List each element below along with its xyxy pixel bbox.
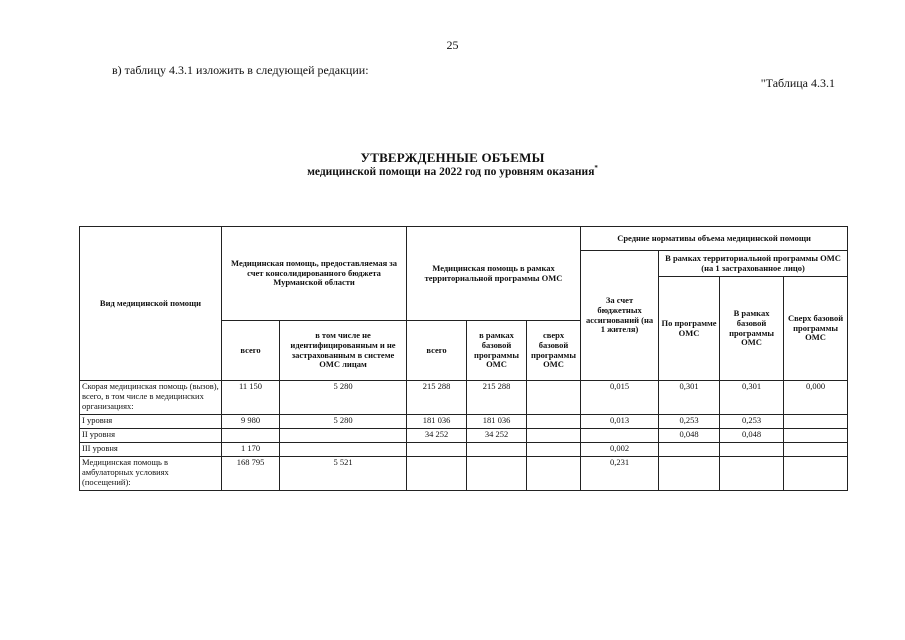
table-row — [80, 381, 848, 415]
row-label: III уровня — [80, 443, 222, 457]
cell: 0,000 — [784, 381, 848, 415]
header-oms-program: По программе ОМС — [659, 277, 720, 381]
cell: 0,231 — [581, 457, 659, 491]
header-norms: Средние нормативы объема медицинской помощи — [581, 227, 848, 251]
cell: 1 170 — [222, 443, 280, 457]
header-consolidated: Медицинская помощь, предоставляемая за счет консолидированного бюджета Мурманской области — [222, 227, 407, 321]
header-oms-basic: В рамках базовой программы ОМС — [720, 277, 784, 381]
cell: 0,301 — [720, 381, 784, 415]
cell — [527, 443, 581, 457]
header-territorial-norm: В рамках территориальной программы ОМС (на 1 застрахованное лицо) — [659, 251, 848, 277]
cell: 168 795 — [222, 457, 280, 491]
footnote-mark: * — [594, 164, 598, 172]
cell: 181 036 — [407, 415, 467, 429]
cell: 215 288 — [467, 381, 527, 415]
cell — [280, 429, 407, 443]
header-total-oms: всего — [407, 321, 467, 381]
header-row-1 — [80, 227, 848, 251]
cell — [784, 443, 848, 457]
cell — [784, 415, 848, 429]
cell — [784, 429, 848, 443]
row-label: Медицинская помощь в амбулаторных условиях (посещений): — [80, 457, 222, 491]
cell — [280, 443, 407, 457]
table-row — [80, 429, 848, 443]
volumes-table — [79, 226, 848, 491]
cell — [527, 457, 581, 491]
cell: 0,253 — [659, 415, 720, 429]
header-budget-norm: За счет бюджетных ассигнований (на 1 жителя) — [581, 251, 659, 381]
cell: 0,048 — [720, 429, 784, 443]
cell — [659, 457, 720, 491]
intro-text: в) таблицу 4.3.1 изложить в следующей редакции: — [112, 63, 369, 77]
cell: 0,013 — [581, 415, 659, 429]
header-oms-above: Сверх базовой программы ОМС — [784, 277, 848, 381]
cell — [720, 457, 784, 491]
cell — [527, 415, 581, 429]
cell — [467, 443, 527, 457]
cell: 9 980 — [222, 415, 280, 429]
cell: 0,048 — [659, 429, 720, 443]
page-number: 25 — [446, 38, 459, 52]
table-row — [80, 415, 848, 429]
header-basic: в рамках базовой программы ОМС — [467, 321, 527, 381]
cell: 11 150 — [222, 381, 280, 415]
cell: 0,015 — [581, 381, 659, 415]
cell — [467, 457, 527, 491]
cell — [784, 457, 848, 491]
table-row — [80, 457, 848, 491]
cell — [581, 429, 659, 443]
subtitle-text: медицинской помощи на 2022 год по уровням оказания — [307, 166, 595, 178]
row-label: I уровня — [80, 415, 222, 429]
table-label: "Таблица 4.3.1 — [760, 76, 835, 90]
cell: 34 252 — [407, 429, 467, 443]
header-type: Вид медицинской помощи — [80, 227, 222, 381]
cell — [222, 429, 280, 443]
table-row — [80, 443, 848, 457]
cell: 215 288 — [407, 381, 467, 415]
header-above: сверх базовой программы ОМС — [527, 321, 581, 381]
cell — [407, 457, 467, 491]
header-territorial: Медицинская помощь в рамках территориальной программы ОМС — [407, 227, 581, 321]
document-title: УТВЕРЖДЕННЫЕ ОБЪЕМЫ — [360, 150, 545, 165]
cell — [407, 443, 467, 457]
cell: 5 280 — [280, 415, 407, 429]
header-total: всего — [222, 321, 280, 381]
row-label: Скорая медицинская помощь (вызов), всего, в том числе в медицинских организациях: — [80, 381, 222, 415]
cell — [659, 443, 720, 457]
cell: 34 252 — [467, 429, 527, 443]
cell — [527, 429, 581, 443]
cell: 0,301 — [659, 381, 720, 415]
cell: 5 521 — [280, 457, 407, 491]
cell — [527, 381, 581, 415]
cell: 0,002 — [581, 443, 659, 457]
header-unidentified: в том числе не идентифицированным и не застрахованным в системе ОМС лицам — [280, 321, 407, 381]
row-label: II уровня — [80, 429, 222, 443]
document-subtitle — [0, 166, 905, 178]
cell: 5 280 — [280, 381, 407, 415]
cell — [720, 443, 784, 457]
cell: 181 036 — [467, 415, 527, 429]
cell: 0,253 — [720, 415, 784, 429]
